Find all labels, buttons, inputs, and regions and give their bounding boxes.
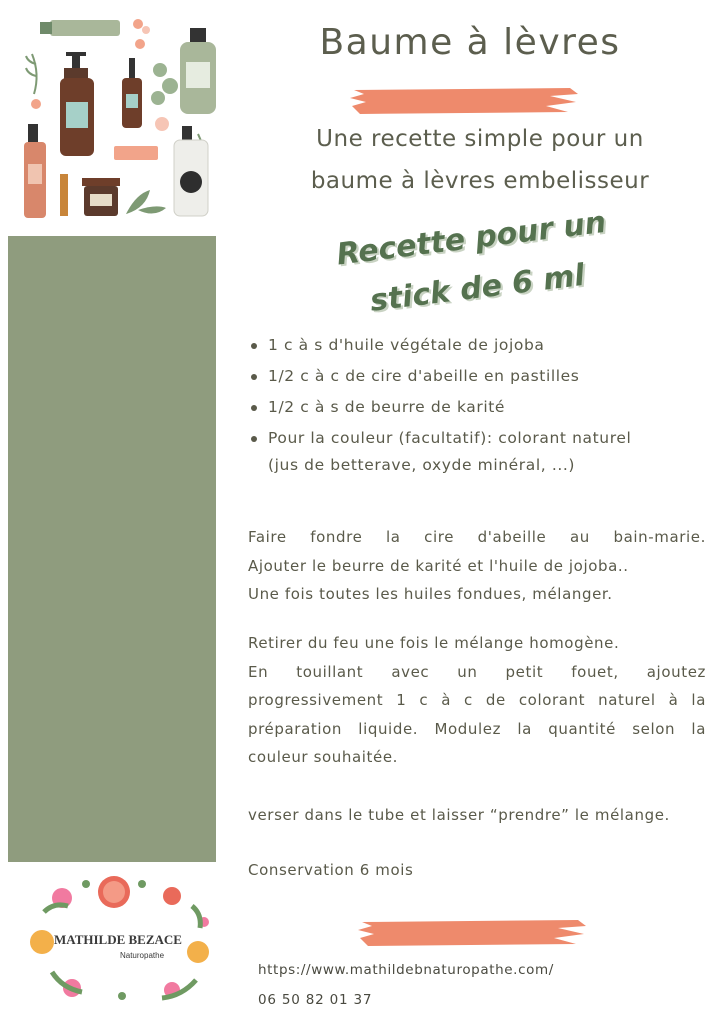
recipe-heading-line: Recette pour un bbox=[334, 204, 608, 273]
vial-icon bbox=[60, 174, 68, 216]
leaf-icon bbox=[126, 190, 166, 214]
pump-bottle-icon bbox=[60, 52, 94, 156]
brush-stroke-bottom bbox=[358, 914, 588, 950]
eucalyptus-icon bbox=[151, 63, 178, 105]
ingredient-continuation: (jus de betterave, oxyde minéral, ...) bbox=[268, 456, 576, 474]
pink-tube-icon bbox=[114, 146, 158, 160]
tube-icon bbox=[40, 20, 120, 36]
cosmetics-illustration bbox=[22, 14, 222, 222]
logo-role: Naturopathe bbox=[119, 951, 165, 960]
ingredient-item: Pour la couleur (facultatif): colorant naturel bbox=[246, 423, 724, 454]
page-title: Baume à lèvres bbox=[319, 22, 621, 63]
brush-stroke-top bbox=[350, 82, 580, 118]
instruction-line: progressivement 1 c à c de colorant naturel à la bbox=[248, 691, 706, 709]
instruction-line: Une fois toutes les huiles fondues, mélanger. bbox=[248, 585, 613, 603]
green-decorative-panel bbox=[8, 236, 216, 862]
instruction-paragraph bbox=[248, 523, 706, 609]
instruction-line: En touillant avec un petit fouet, ajoutez bbox=[248, 662, 706, 681]
conservation-note: Conservation 6 mois bbox=[248, 861, 414, 879]
logo-name: MATHILDE BEZACE bbox=[54, 932, 182, 947]
ingredient-list bbox=[246, 330, 724, 454]
ingredient-item: 1/2 c à c de cire d'abeille en pastilles bbox=[246, 361, 724, 392]
instruction-line: Ajouter le beurre de karité et l'huile de jojoba.. bbox=[248, 556, 629, 575]
spray-bottle-icon bbox=[24, 124, 46, 218]
white-bottle-icon bbox=[174, 126, 208, 216]
jar-icon bbox=[82, 178, 120, 216]
soap-icon bbox=[155, 117, 169, 131]
phone-number: 06 50 82 01 37 bbox=[258, 992, 373, 1008]
instruction-line: Faire fondre la cire d'abeille au bain-marie. bbox=[248, 528, 706, 546]
mathilde-bezace-logo bbox=[22, 872, 214, 1012]
instruction-line: préparation liquide. Modulez la quantité selon la bbox=[248, 719, 706, 738]
recipe-heading bbox=[314, 196, 635, 343]
subtitle bbox=[280, 118, 680, 202]
green-bottle-icon bbox=[180, 28, 216, 114]
subtitle-line: baume à lèvres embelisseur bbox=[310, 168, 650, 194]
instruction-paragraph bbox=[248, 629, 706, 772]
ingredient-item: 1/2 c à s de beurre de karité bbox=[246, 392, 724, 423]
instruction-paragraph: verser dans le tube et laisser “prendre” le mélange. bbox=[248, 806, 670, 824]
subtitle-line: Une recette simple pour un bbox=[316, 126, 644, 152]
website-link[interactable]: https://www.mathildebnaturopathe.com/ bbox=[258, 962, 554, 978]
dropper-bottle-icon bbox=[122, 58, 142, 128]
recipe-heading-line: stick de 6 ml bbox=[368, 257, 587, 319]
instruction-line: Retirer du feu une fois le mélange homogène. bbox=[248, 634, 620, 652]
ingredient-item: 1 c à s d'huile végétale de jojoba bbox=[246, 330, 724, 361]
instruction-line: couleur souhaitée. bbox=[248, 748, 399, 766]
